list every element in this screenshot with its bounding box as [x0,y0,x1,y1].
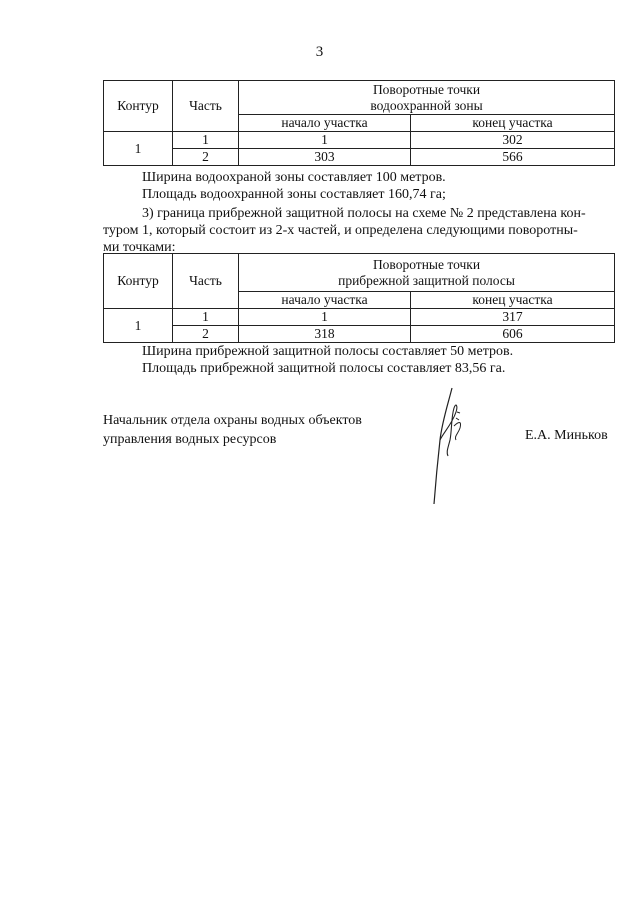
cell-part: 1 [173,309,239,326]
table-row [104,309,615,326]
signatory-title [103,411,362,449]
header-line-1: Поворотные точки [372,256,481,272]
cell-end: 317 [411,309,615,326]
item3-line-2: туром 1, который состоит из 2-х частей, и определена следующими поворотны- [103,223,578,238]
cell-start: 1 [239,309,411,326]
header-start: начало участка [239,292,411,309]
area-zone-text: Площадь водоохранной зоны составляет 160,74 га; [142,187,446,202]
header-kontur: Контур [104,81,173,132]
header-start: начало участка [239,115,411,132]
handwritten-signature [418,382,478,512]
header-line-2: прибрежной защитной полосы [338,272,515,288]
protective-strip-table [103,253,615,343]
table-row [104,326,615,343]
header-line-2: водоохранной зоны [370,97,483,113]
width-zone-text: Ширина водоохраной зоны составляет 100 метров. [142,170,446,185]
cell-start: 1 [239,132,411,149]
page-number: 3 [315,44,324,60]
width-strip-text: Ширина прибрежной защитной полосы составляет 50 метров. [142,344,514,359]
signatory-name: Е.А. Миньков [525,428,608,443]
water-zone-table [103,80,615,166]
cell-part: 2 [173,149,239,166]
item3-line-1: 3) граница прибрежной защитной полосы на схеме № 2 представлена кон- [142,206,586,221]
header-turning-points [239,254,615,292]
header-kontur: Контур [104,254,173,309]
cell-part: 1 [173,132,239,149]
signatory-title-line-2: управления водных ресурсов [103,432,277,447]
table-row [104,149,615,166]
header-part: Часть [173,81,239,132]
item3-paragraph [103,205,615,256]
table-row [104,132,615,149]
cell-part: 2 [173,326,239,343]
header-end: конец участка [411,115,615,132]
header-line-1: Поворотные точки [372,81,481,97]
area-strip-text: Площадь прибрежной защитной полосы составляет 83,56 га. [142,361,506,376]
cell-end: 566 [411,149,615,166]
cell-kontur: 1 [104,132,173,166]
cell-start: 318 [239,326,411,343]
cell-end: 606 [411,326,615,343]
cell-end: 302 [411,132,615,149]
header-turning-points [239,81,615,115]
signatory-title-line-1: Начальник отдела охраны водных объектов [103,413,362,428]
item3-line-3: ми точками: [103,240,176,255]
header-part: Часть [173,254,239,309]
cell-start: 303 [239,149,411,166]
cell-kontur: 1 [104,309,173,343]
header-end: конец участка [411,292,615,309]
